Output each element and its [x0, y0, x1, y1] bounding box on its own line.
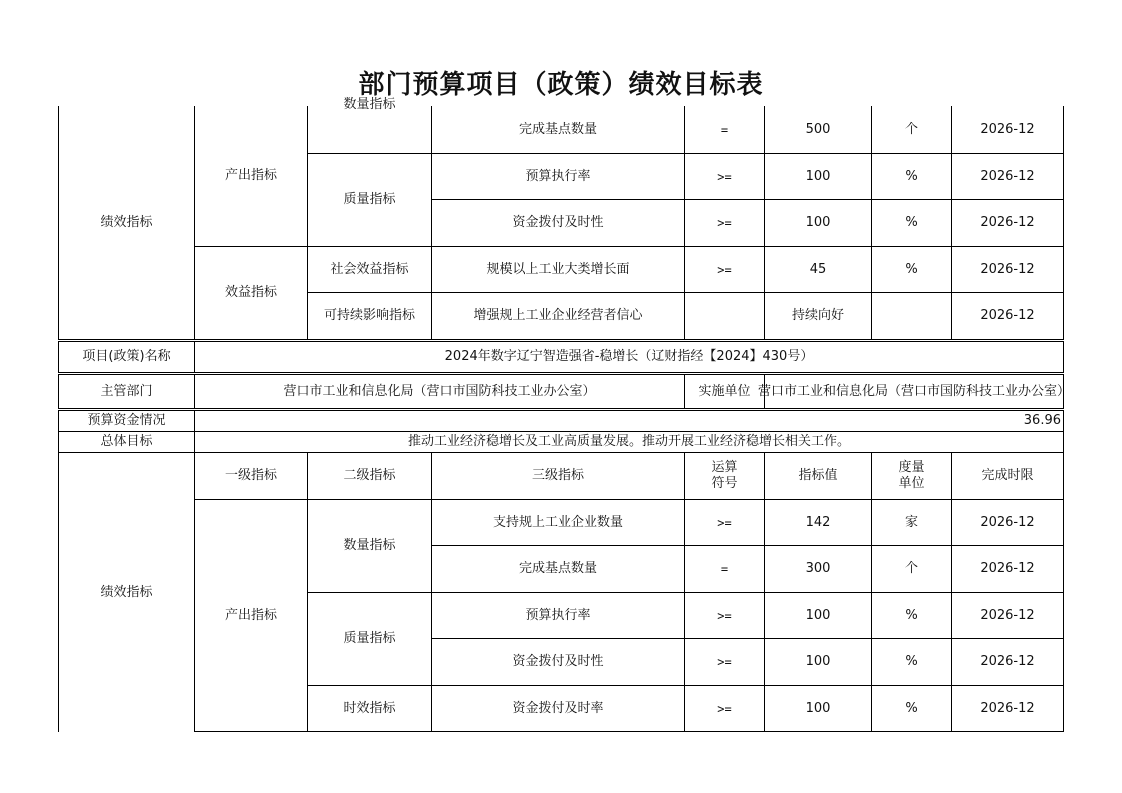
lower-row-deadline	[951, 685, 1064, 732]
lower-row-value	[764, 685, 872, 732]
upper-row-operator-text: >=	[717, 216, 732, 230]
lower-row-unit	[871, 638, 952, 686]
upper-row-value	[764, 199, 872, 247]
header-operator	[684, 452, 765, 500]
upper-row-operator-text: >=	[717, 262, 732, 277]
upper-row-indicator-text: 规模以上工业大类增长面	[486, 261, 630, 277]
upper-row-indicator	[431, 292, 685, 340]
upper-row-operator-text: >=	[717, 169, 732, 184]
upper-row-indicator	[431, 106, 685, 154]
header-operator-text: 运算 符号	[711, 460, 738, 491]
lower-row-deadline-text: 2026-12	[980, 561, 1035, 576]
lower-row-indicator-text: 支持规上工业企业数量	[492, 514, 623, 530]
lower-timeliness-label	[307, 685, 432, 732]
upper-row-unit	[871, 246, 952, 293]
project-name-label	[58, 341, 195, 373]
lower-row-operator	[684, 638, 765, 686]
header-level1	[194, 452, 308, 500]
lower-row-value	[764, 638, 872, 686]
lower-row-unit-text: %	[905, 607, 918, 623]
upper-row-value-text: 100	[805, 168, 831, 184]
upper-row-indicator	[431, 153, 685, 200]
lower-quality-label-text: 质量指标	[343, 631, 396, 646]
upper-row-indicator-text: 增强规上工业企业经营者信心	[473, 308, 643, 323]
lower-row-indicator	[431, 499, 685, 546]
upper-social-label-text: 社会效益指标	[330, 261, 409, 277]
header-level2-text: 二级指标	[343, 468, 396, 483]
budget-value-text: 36.96	[1023, 413, 1061, 428]
upper-output-label	[194, 106, 308, 247]
upper-benefit-label-text: 效益指标	[224, 285, 277, 300]
budget-label-text: 预算资金情况	[87, 413, 166, 428]
budget-label	[58, 410, 195, 432]
header-unit-text: 度量 单位	[898, 460, 925, 491]
upper-sustain-label-text: 可持续影响指标	[323, 308, 415, 323]
lower-row-unit-text: 家	[904, 514, 918, 530]
header-deadline-text: 完成时限	[981, 468, 1034, 483]
lower-row-indicator-text: 资金拨付及时性	[512, 654, 604, 669]
lower-row-deadline	[951, 545, 1064, 593]
header-value	[764, 452, 872, 500]
upper-quantity-label	[307, 97, 432, 154]
upper-row-operator	[684, 199, 765, 247]
lower-row-indicator-text: 完成基点数量	[518, 561, 597, 576]
upper-row-deadline-text: 2026-12	[980, 261, 1035, 277]
lower-row-deadline	[951, 638, 1064, 686]
lower-row-unit-text: %	[905, 700, 918, 716]
lower-timeliness-label-text: 时效指标	[343, 700, 396, 716]
lower-row-operator	[684, 592, 765, 639]
upper-row-deadline	[951, 246, 1064, 293]
upper-row-unit	[871, 153, 952, 200]
upper-row-value	[764, 292, 872, 340]
upper-row-deadline-text: 2026-12	[980, 215, 1035, 230]
header-level3-text: 三级指标	[531, 468, 584, 483]
upper-group-label-text: 绩效指标	[100, 214, 153, 230]
upper-row-unit	[871, 292, 952, 340]
upper-row-indicator-text: 资金拨付及时性	[512, 215, 604, 230]
upper-benefit-label	[194, 246, 308, 340]
lower-row-operator	[684, 685, 765, 732]
dept-label-text: 主管部门	[100, 383, 153, 399]
upper-row-unit-text: %	[905, 168, 918, 184]
impl-name-text: 营口市工业和信息化局（营口市国防科技工业办公室）	[758, 383, 1071, 399]
lower-row-indicator-text: 预算执行率	[525, 607, 591, 623]
lower-row-indicator-text: 资金拨付及时率	[512, 700, 604, 716]
upper-row-deadline-text: 2026-12	[980, 308, 1035, 323]
upper-row-value-text: 100	[805, 215, 831, 230]
upper-output-label-text: 产出指标	[224, 168, 277, 183]
lower-row-deadline	[951, 592, 1064, 639]
header-level1-text: 一级指标	[224, 468, 277, 483]
upper-row-deadline	[951, 106, 1064, 154]
lower-row-unit	[871, 685, 952, 732]
upper-row-unit-text: 个	[904, 121, 918, 137]
goal-label	[58, 431, 195, 453]
upper-row-deadline	[951, 153, 1064, 200]
lower-row-indicator	[431, 545, 685, 593]
project-name-label-text: 项目(政策)名称	[82, 349, 171, 364]
upper-sustain-label	[307, 292, 432, 340]
upper-row-indicator-text: 预算执行率	[525, 168, 591, 184]
upper-row-value	[764, 106, 872, 154]
dept-name	[194, 374, 685, 409]
upper-row-deadline-text: 2026-12	[980, 168, 1035, 184]
lower-row-deadline-text: 2026-12	[980, 514, 1035, 530]
goal-text	[194, 431, 1064, 453]
dept-name-text: 营口市工业和信息化局（营口市国防科技工业办公室）	[283, 383, 596, 399]
upper-row-unit-text: %	[905, 215, 918, 230]
lower-row-deadline-text: 2026-12	[980, 607, 1035, 623]
lower-row-operator-text: =	[720, 562, 729, 576]
lower-row-unit	[871, 592, 952, 639]
upper-row-operator	[684, 106, 765, 154]
upper-row-unit	[871, 199, 952, 247]
lower-row-indicator	[431, 638, 685, 686]
upper-row-value-text: 45	[809, 261, 827, 277]
upper-row-deadline-text: 2026-12	[980, 121, 1035, 137]
lower-row-value	[764, 592, 872, 639]
lower-row-operator-text: >=	[717, 515, 732, 530]
upper-row-value	[764, 246, 872, 293]
lower-group-label	[58, 452, 195, 732]
upper-quality-label	[307, 153, 432, 247]
impl-label-text: 实施单位	[698, 383, 751, 399]
lower-row-value-text: 100	[805, 700, 831, 716]
page-title: 部门预算项目（政策）绩效目标表	[358, 70, 764, 100]
lower-row-value-text: 300	[805, 561, 831, 576]
upper-row-indicator-text: 完成基点数量	[518, 121, 597, 137]
lower-row-value	[764, 499, 872, 546]
lower-row-value-text: 100	[805, 607, 831, 623]
lower-row-value-text: 142	[805, 514, 831, 530]
header-value-text: 指标值	[798, 468, 838, 483]
upper-row-operator	[684, 153, 765, 200]
project-name-text: 2024年数字辽宁智造强省-稳增长（辽财指经【2024】430号）	[444, 349, 814, 364]
upper-row-value	[764, 153, 872, 200]
impl-name	[758, 374, 1071, 409]
upper-group-label	[58, 106, 195, 340]
lower-row-operator	[684, 499, 765, 546]
upper-row-value-text: 500	[805, 121, 831, 137]
lower-quantity-label-text: 数量指标	[343, 538, 396, 553]
impl-label	[684, 374, 765, 409]
upper-social-label	[307, 246, 432, 293]
upper-row-unit	[871, 106, 952, 154]
upper-row-value-text: 持续向好	[791, 308, 844, 323]
upper-row-deadline	[951, 292, 1064, 340]
upper-row-operator	[684, 292, 765, 340]
lower-row-unit-text: %	[905, 654, 918, 669]
goal-text-text: 推动工业经济稳增长及工业高质量发展。推动开展工业经济稳增长相关工作。	[407, 434, 850, 449]
upper-row-unit-text: %	[905, 261, 918, 277]
lower-row-deadline-text: 2026-12	[980, 700, 1035, 716]
project-name	[194, 341, 1064, 373]
budget-value	[194, 410, 1064, 432]
lower-row-value-text: 100	[805, 654, 831, 669]
lower-output-label	[194, 499, 308, 732]
header-unit	[871, 452, 952, 500]
upper-row-indicator	[431, 246, 685, 293]
lower-row-operator-text: >=	[717, 701, 732, 716]
lower-row-unit	[871, 545, 952, 593]
upper-row-indicator	[431, 199, 685, 247]
lower-quality-label	[307, 592, 432, 686]
lower-row-operator-text: >=	[717, 608, 732, 623]
lower-row-operator	[684, 545, 765, 593]
dept-label	[58, 374, 195, 409]
lower-row-unit-text: 个	[904, 561, 918, 576]
lower-row-deadline	[951, 499, 1064, 546]
upper-quantity-label-text: 数量指标	[343, 97, 396, 112]
lower-row-value	[764, 545, 872, 593]
upper-row-operator-text: =	[720, 122, 729, 137]
lower-output-label-text: 产出指标	[224, 607, 277, 623]
header-deadline	[951, 452, 1064, 500]
lower-row-deadline-text: 2026-12	[980, 654, 1035, 669]
upper-row-operator	[684, 246, 765, 293]
lower-row-unit	[871, 499, 952, 546]
lower-row-operator-text: >=	[717, 655, 732, 669]
header-level2	[307, 452, 432, 500]
upper-row-deadline	[951, 199, 1064, 247]
upper-quality-label-text: 质量指标	[343, 192, 396, 207]
lower-quantity-label	[307, 499, 432, 593]
lower-row-indicator	[431, 592, 685, 639]
lower-group-label-text: 绩效指标	[100, 584, 153, 600]
header-level3	[431, 452, 685, 500]
lower-row-indicator	[431, 685, 685, 732]
goal-label-text: 总体目标	[100, 434, 153, 449]
